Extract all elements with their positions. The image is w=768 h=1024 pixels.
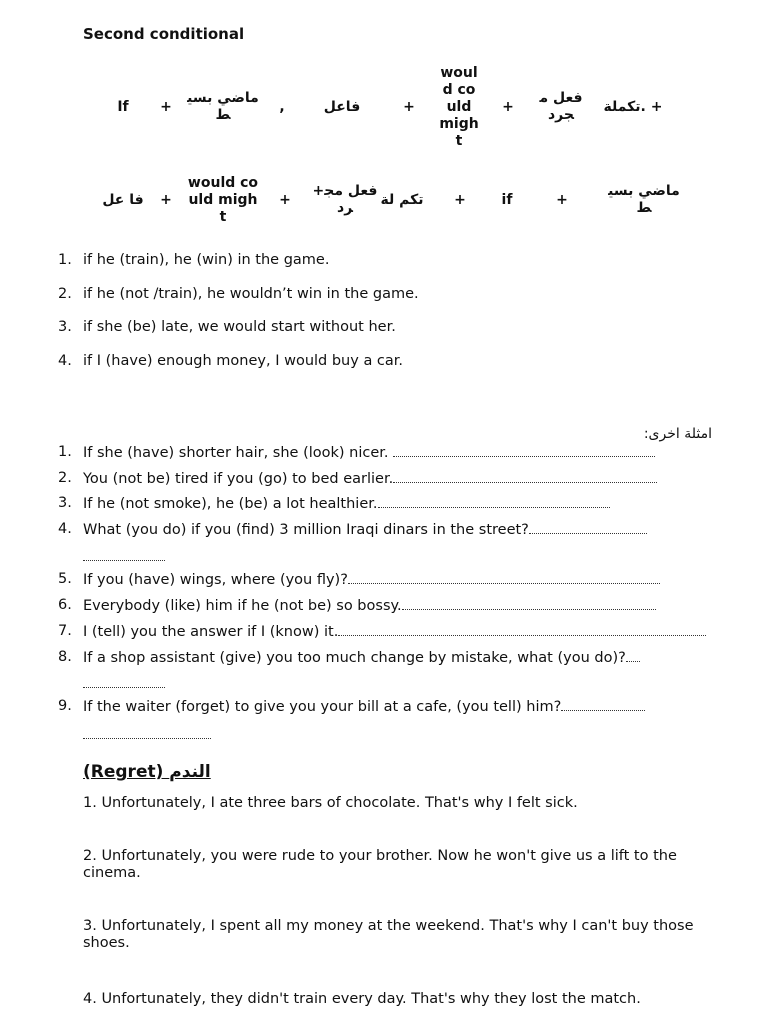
item-number: 7. — [58, 623, 72, 639]
formula-cell: +فعل مجرد — [312, 183, 378, 216]
formula-cell: فعل مجرد — [539, 90, 583, 123]
formula-cell: فاعل — [323, 98, 361, 115]
page-title: Second conditional — [83, 25, 245, 43]
more-examples-heading: امثلة اخرى: — [643, 426, 712, 442]
item-text: if he (not /train), he wouldn’t win in the game. — [83, 286, 419, 302]
item-text: If she (have) shorter hair, she (look) nicer. — [83, 445, 394, 461]
item-number: 8. — [58, 649, 72, 665]
item-text: You (not be) tired if you (go) to bed earlier. — [83, 471, 394, 487]
item-text: If the waiter (forget) to give you your bill at a cafe, (you tell) him? — [83, 699, 562, 715]
formula-cell: ماضي بسيط — [187, 90, 259, 123]
answer-blank[interactable] — [338, 623, 706, 636]
item-number: 9. — [58, 698, 72, 714]
regret-sentence: 1. Unfortunately, I ate three bars of chocolate. That's why I felt sick. — [83, 795, 578, 811]
formula-cell: + — [403, 98, 415, 115]
answer-blank[interactable] — [626, 649, 640, 662]
regret-sentence: 2. Unfortunately, you were rude to your brother. Now he won't give us a lift to the cinema. — [83, 848, 677, 881]
formula-cell: تكم لة — [380, 191, 424, 208]
formula-cell: if — [501, 191, 513, 208]
formula-row-1 — [100, 56, 680, 158]
item-text: I (tell) you the answer if I (know) it. — [83, 624, 339, 640]
item-number: 1. — [58, 252, 72, 268]
item-number: 4. — [58, 353, 72, 369]
answer-blank[interactable] — [561, 698, 645, 711]
item-text: If you (have) wings, where (you fly)? — [83, 572, 348, 588]
answer-blank[interactable] — [529, 521, 647, 534]
answer-blank[interactable] — [402, 597, 656, 610]
answer-blank[interactable] — [348, 571, 660, 584]
regret-sentence: 4. Unfortunately, they didn't train every day. That's why they lost the match. — [83, 991, 641, 1007]
answer-blank[interactable] — [393, 444, 655, 457]
formula-cell: ماضي بسيط — [608, 183, 680, 216]
answer-blank[interactable] — [83, 726, 211, 739]
answer-blank[interactable] — [83, 548, 165, 561]
formula-cell: فا عل — [102, 191, 144, 208]
formula-cell: + — [502, 98, 514, 115]
formula-cell: If — [117, 98, 129, 115]
item-text: if he (train), he (win) in the game. — [83, 252, 330, 268]
item-number: 3. — [58, 495, 72, 511]
item-number: 3. — [58, 319, 72, 335]
answer-blank[interactable] — [83, 675, 165, 688]
item-text: If he (not smoke), he (be) a lot healthier. — [83, 496, 378, 512]
formula-cell: + — [556, 191, 568, 208]
item-number: 6. — [58, 597, 72, 613]
formula-cell: + — [160, 98, 172, 115]
formula-cell: would could might — [439, 64, 479, 149]
item-text: if she (be) late, we would start without her. — [83, 319, 396, 335]
formula-cell: + — [160, 191, 172, 208]
regret-heading: (Regret) الندم — [83, 762, 211, 782]
formula-cell: would could might — [187, 174, 259, 225]
formula-cell: + — [454, 191, 466, 208]
item-number: 2. — [58, 286, 72, 302]
item-text: Everybody (like) him if he (not be) so bossy. — [83, 598, 402, 614]
item-number: 4. — [58, 521, 72, 537]
item-text: if I (have) enough money, I would buy a car. — [83, 353, 404, 369]
formula-row-2 — [100, 174, 682, 226]
answer-blank[interactable] — [378, 495, 610, 508]
regret-sentence: 3. Unfortunately, I spent all my money at the weekend. That's why I can't buy those shoes. — [83, 918, 694, 951]
answer-blank[interactable] — [393, 470, 657, 483]
formula-cell: تكملة. + — [603, 98, 663, 115]
item-text: What (you do) if you (find) 3 million Iraqi dinars in the street? — [83, 522, 529, 538]
formula-cell: + — [279, 191, 291, 208]
item-number: 2. — [58, 470, 72, 486]
formula-cell: , — [279, 98, 285, 115]
item-number: 5. — [58, 571, 72, 587]
item-text: If a shop assistant (give) you too much change by mistake, what (you do)? — [83, 650, 626, 666]
item-number: 1. — [58, 444, 72, 460]
